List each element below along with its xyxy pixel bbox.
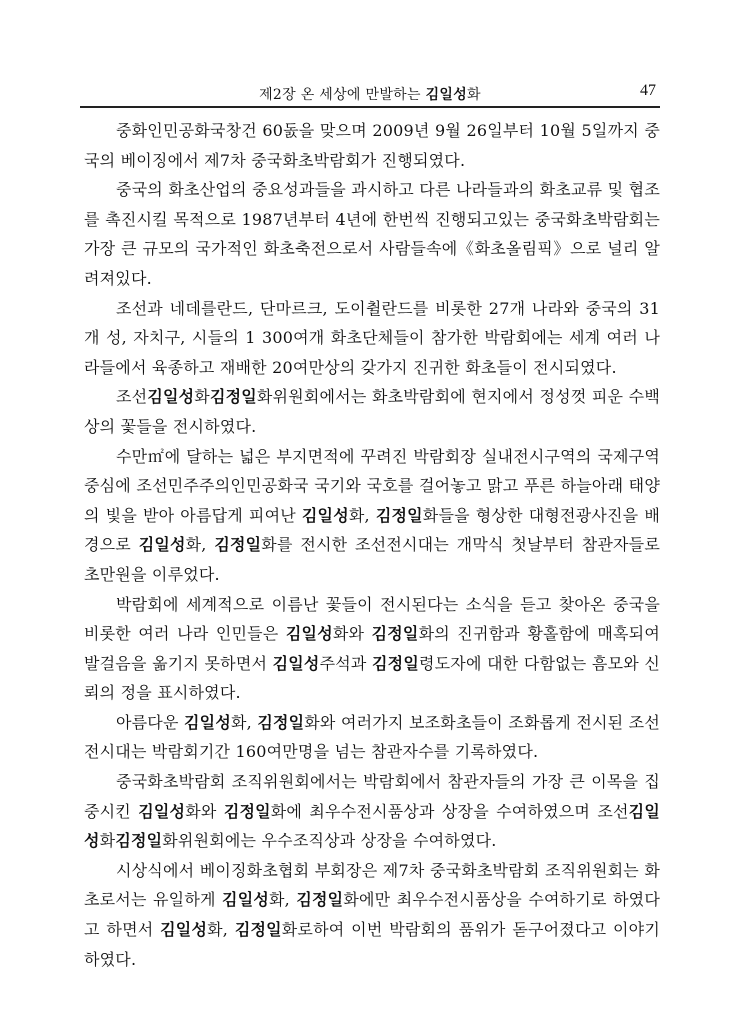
paragraph [84,708,660,767]
text-run: 주석과 [319,653,373,673]
chapter-title [80,84,660,104]
text-run: 화에 최우수전시품상과 상장을 수여하였으며 조선 [270,801,629,821]
text-run: 화, [269,890,297,910]
chapter-title-prefix: 제2장 온 세상에 만발하는 [259,87,426,103]
text-run: 화로하여 이번 박람회의 품위가 돋구어졌다고 이야기하였다. [84,920,660,969]
emphasized-name: 김정일 [257,712,305,732]
text-run: 수만㎡에 달하는 넓은 부지면적에 꾸려진 박람회장 실내전시구역의 국제구역 중심에 조선민주주의인민공화국 국기와 국호를 걸어놓고 맑고 푸른 하늘아래 태양의 빛을 받아 아름답게 피여난 [84,446,660,525]
text-run: 화의 진귀함과 황홀함에 매혹되여 발걸음을 옮기지 못하면서 [84,624,660,673]
text-run: 화들을 형상한 대형전광사진을 배경으로 [84,505,660,555]
emphasized-name: 김일성 [272,653,320,673]
text-run: 시상식에서 베이징화초협회 부회장은 제7차 중국화초박람회 조직위원회는 화초로서는 유일하게 [84,860,660,910]
text-run: 화위원회에서는 화초박람회에 현지에서 정성껏 피운 수백상의 꽃들을 전시하였다. [84,387,660,436]
text-run: 화, [185,535,215,555]
text-run: 화, [230,712,258,732]
text-run: 조선 [116,387,148,407]
emphasized-name: 김일성 [222,890,270,910]
emphasized-name: 김정일 [371,624,419,644]
text-run: 박람회에 세계적으로 이름난 꽃들이 전시된다는 소식을 듣고 찾아온 중국을 비롯한 여러 나라 인민들은 [84,594,660,644]
paragraph [84,382,660,441]
text-run: 화 [99,831,116,851]
emphasized-name: 김일성 [84,801,660,851]
page-number: 47 [640,82,656,99]
text-run: 화와 여러가지 보조화초들이 조화롭게 전시된 조선전시대는 박람회기간 160여만명을 넘는 참관자수를 기록하였다. [84,712,660,762]
emphasized-name: 김일성 [147,387,195,407]
emphasized-name: 김정일 [209,387,257,407]
emphasized-name: 김일성 [184,712,231,732]
text-run: 화에만 최우수전시품상을 수여하기로 하였다고 하면서 [84,890,660,940]
text-run: 화와 [185,801,224,821]
text-run: 아름다운 [116,712,185,732]
text-run: 조선과 네데를란드, 단마르크, 도이췰란드를 비롯한 27개 나라와 중국의 31개 성, 자치구, 시들의 1 300여개 화초단체들이 참가한 박람회에는 세계 여러 나라들에서 육종하고 재배한 20여만상의 갖가지 진귀한 화초들이 전시되였다. [84,298,660,377]
text-run: 화, [207,920,235,940]
chapter-title-emphasis: 김일성 [425,87,468,103]
emphasized-name: 김정일 [372,653,419,673]
emphasized-name: 김일성 [285,624,333,644]
paragraph [84,175,660,293]
emphasized-name: 김정일 [296,890,344,910]
emphasized-name: 김정일 [223,801,271,821]
body-text [84,116,660,974]
emphasized-name: 김정일 [375,505,423,525]
emphasized-name: 김일성 [160,920,208,940]
text-run: 화와 [332,624,372,644]
emphasized-name: 김정일 [115,831,163,851]
text-run: 중국의 화초산업의 중요성과들을 과시하고 다른 나라들과의 화초교류 및 협조를 촉진시킬 목적으로 1987년부터 4년에 한번씩 진행되고있는 중국화초박람회는 가장 큰 규모의 국가적인 화초축전으로서 사람들속에《화초올림픽》으로 널리 알려져있다. [84,180,660,288]
paragraph [84,590,660,708]
paragraph [84,116,660,175]
emphasized-name: 김일성 [301,505,349,525]
paragraph [84,856,660,974]
text-run: 중국화초박람회 조직위원회에서는 박람회에서 참관자들의 가장 큰 이목을 집중시킨 [84,772,660,821]
text-run: 화 [194,387,210,407]
emphasized-name: 김정일 [234,920,282,940]
text-run: 화위원회에는 우수조직상과 상장을 수여하였다. [162,831,497,851]
emphasized-name: 김일성 [138,801,186,821]
text-run: 화, [348,505,376,525]
text-run: 령도자에 대한 다함없는 흠모와 신뢰의 정을 표시하였다. [84,653,661,703]
text-run: 중화인민공화국창건 60돐을 맞으며 2009년 9월 26일부터 10월 5일까지 중국의 베이징에서 제7차 중국화초박람회가 진행되였다. [84,121,660,170]
text-run: 화를 전시한 조선전시대는 개막식 첫날부터 참관자들로 초만원을 이루었다. [84,535,660,584]
paragraph [84,442,660,590]
emphasized-name: 김정일 [214,535,262,555]
paragraph [84,767,660,856]
paragraph [84,294,660,383]
chapter-title-suffix: 화 [467,87,481,103]
running-header [80,80,660,108]
emphasized-name: 김일성 [138,535,186,555]
